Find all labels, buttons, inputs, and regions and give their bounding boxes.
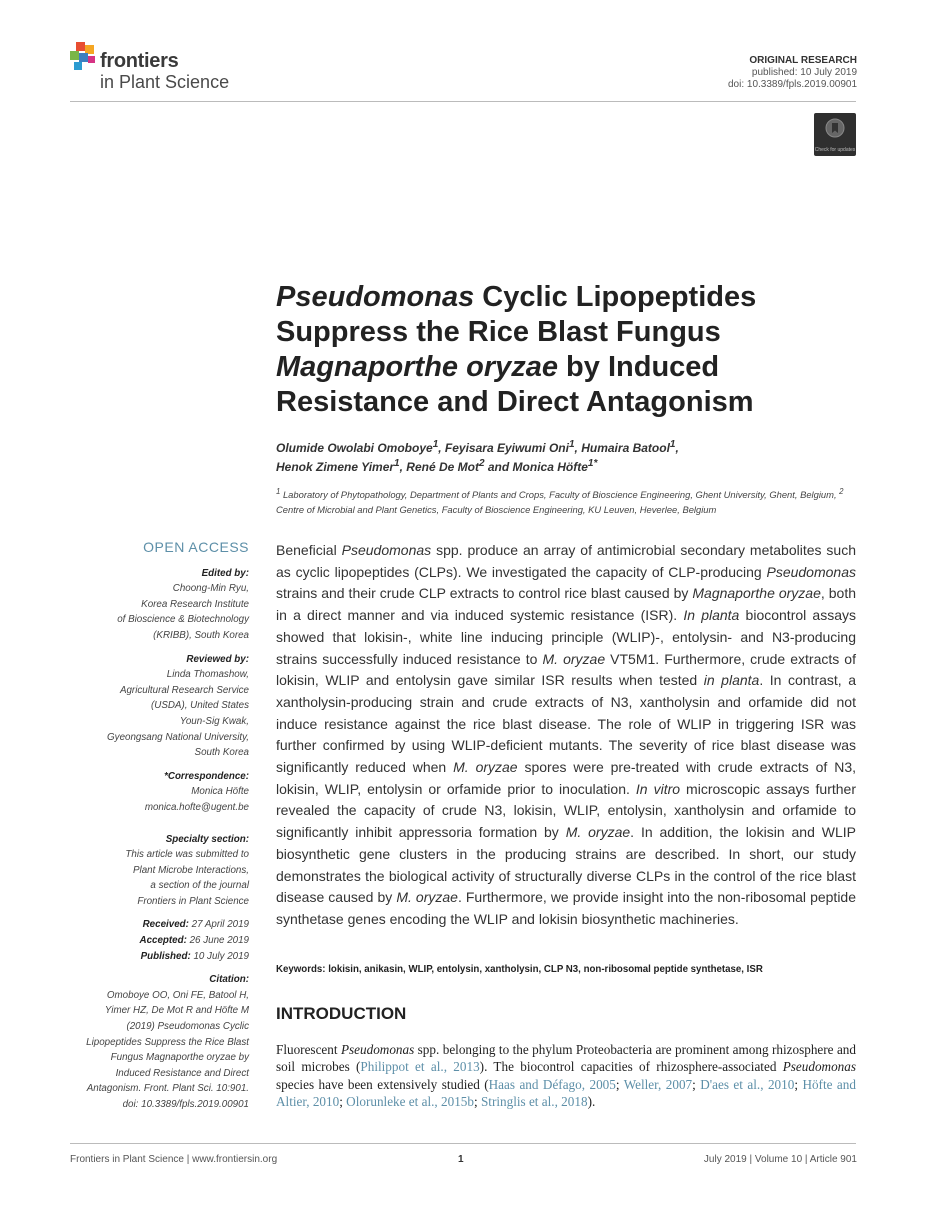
citation-link[interactable]: D'aes et al., 2010 [700, 1076, 795, 1092]
title-part: Magnaporthe oryzae [276, 351, 558, 383]
intro-text: ; [615, 1076, 624, 1092]
reviewer-line: Gyeongsang National University, [107, 731, 249, 743]
intro-italic: Pseudomonas [782, 1059, 856, 1075]
article-title [276, 280, 856, 420]
editor-line: of Bioscience & Biotechnology [117, 614, 249, 626]
citation-line: Omoboye OO, Oni FE, Batool H, [106, 989, 249, 1001]
received-date [70, 917, 249, 933]
page-number: 1 [458, 1154, 464, 1165]
author-name[interactable]: Olumide Owolabi Omoboye [276, 441, 433, 455]
author-name[interactable]: Monica Höfte [512, 460, 588, 474]
published-label: Published: [140, 950, 191, 962]
correspondence-label: *Correspondence: [164, 770, 249, 782]
specialty-line: a section of the journal [150, 880, 249, 892]
citation-line: Lipopeptides Suppress the Rice Blast [86, 1036, 249, 1048]
citation-line[interactable]: doi: 10.3389/fpls.2019.00901 [122, 1099, 249, 1110]
intro-text: species have been extensively studied ( [276, 1076, 489, 1092]
author-name[interactable]: Humaira Batool [581, 441, 670, 455]
bookmark-icon [825, 118, 845, 138]
open-access-label: OPEN ACCESS [143, 539, 249, 555]
footer-issue: July 2019 | Volume 10 | Article 901 [703, 1154, 857, 1165]
abstract-text: . Furthermore, we provide insight into the non-ribosomal peptide synthetase genes encoding the WLIP and lokisin biosynthetic machineries. [276, 889, 857, 927]
abstract-italic: M. oryzae [542, 650, 606, 667]
abstract-italic: M. oryzae [453, 759, 518, 776]
header-divider [70, 101, 856, 102]
abstract-italic: In planta [683, 607, 740, 624]
intro-text: ). [587, 1094, 596, 1110]
citation-link[interactable]: Höfte and Altier, 2010 [276, 1076, 856, 1110]
abstract-text: microscopic assays further revealed the capacity of crude N3, lokisin, WLIP, entolysin, xantholysin and orfamide to significantly inhibit appressoria formation by [276, 780, 857, 841]
specialty-line: Plant Microbe Interactions, [133, 864, 249, 876]
title-part: by Induced Resistance and Direct Antagonism [276, 351, 754, 418]
footer-divider [70, 1143, 856, 1144]
abstract-italic: M. oryzae [565, 824, 631, 841]
article-type: ORIGINAL RESEARCH [749, 55, 857, 66]
reviewer-line: South Korea [194, 747, 249, 759]
editor-line: (KRIBB), South Korea [153, 629, 249, 641]
intro-text: ; [692, 1076, 701, 1092]
affil-mark: 2 [839, 487, 844, 496]
abstract-text: strains and their crude CLP extracts to control rice blast caused by [276, 585, 693, 602]
accepted-label: Accepted: [139, 935, 187, 947]
abstract-text: spores were pre-treated with crude extracts of N3, lokisin, WLIP, entolysin or orfamide prior to inoculation. [276, 759, 856, 797]
citation-link[interactable]: Haas and Défago, 2005 [488, 1076, 616, 1092]
abstract-text: VT5M1. Furthermore, crude extracts of lokisin, WLIP and entolysin gave similar ISR results when tested [276, 650, 856, 689]
abstract-text: . In contrast, a xantholysin-producing strain and crude extracts of N3, xantholysin and orfamide did not induce resistance against the rice blast disease. The role of WLIP in triggering ISR was further confirmed by using WLIP-deficient mutants. The severity of rice blast disease was significantly reduced when [276, 672, 856, 776]
affiliations [276, 484, 856, 517]
intro-text: Fluorescent [276, 1042, 341, 1057]
frontiers-logo-icon [70, 42, 98, 72]
abstract [276, 540, 856, 931]
citation-link[interactable]: Olorunleke et al., 2015b [346, 1094, 474, 1110]
accepted-value: 26 June 2019 [186, 935, 249, 947]
keywords [276, 963, 856, 976]
citation-label: Citation: [209, 974, 249, 986]
author-affil-mark: 1 [568, 439, 575, 450]
specialty-line: Frontiers in Plant Science [137, 895, 249, 907]
citation-line: Antagonism. Front. Plant Sci. 10:901. [86, 1083, 249, 1095]
intro-text: ; [794, 1076, 803, 1092]
author-name[interactable]: Feyisara Eyiwumi Oni [444, 441, 569, 455]
author-affil-mark: 1 [394, 458, 400, 469]
abstract-text: biocontrol assays showed that lokisin-, white line inducing principle (WLIP)-, entolysin- and N3-producing strains successfully induced resistance to [276, 607, 857, 667]
title-part: Pseudomonas [276, 281, 475, 313]
intro-italic: Pseudomonas [340, 1042, 415, 1057]
received-value: 27 April 2019 [188, 919, 249, 931]
abstract-text: spp. produce an array of antimicrobial secondary metabolites such as cyclic lipopeptides (CLPs). We investigated the capacity of CLP-producing [276, 542, 857, 580]
specialty-line: This article was submitted to [125, 849, 249, 861]
abstract-italic: Magnaporthe oryzae [692, 585, 821, 602]
reviewer-line[interactable]: Linda Thomashow, [166, 669, 249, 681]
abstract-text: Beneficial [276, 542, 342, 558]
intro-text: spp. belonging to the phylum Proteobacteria are prominent among rhizosphere and soil microbes ( [276, 1042, 856, 1075]
abstract-italic: Pseudomonas [341, 542, 432, 558]
author-list: Olumide Owolabi Omoboye$^1$, Feyisara Eyiwumi Oni$^1$, Humaira Batool$^1$, Henok Zimene Yimer$^1$, René De Mot$^2$ and Monica Höfte$^{1*}$ [276, 439, 679, 474]
edited-by-label: Edited by: [201, 567, 249, 579]
section-heading: INTRODUCTION [276, 1004, 407, 1023]
keywords-text: lokisin, anikasin, WLIP, entolysin, xantholysin, CLP N3, non-ribosomal peptide synthetase, ISR [325, 964, 763, 975]
published-value: 10 July 2019 [190, 950, 249, 962]
intro-text: ). The biocontrol capacities of rhizosphere-associated [479, 1059, 783, 1075]
reviewer-line[interactable]: Youn-Sig Kwak, [179, 715, 249, 727]
citation-line: Induced Resistance and Direct [115, 1067, 249, 1079]
intro-paragraph [276, 1041, 856, 1111]
affiliation-text: Centre of Microbial and Plant Genetics, Faculty of Bioscience Engineering, KU Leuven, Heverlee, Belgium [276, 504, 717, 516]
editor-line: Korea Research Institute [141, 598, 249, 610]
abstract-italic: Pseudomonas [766, 563, 856, 580]
citation-link[interactable]: Weller, 2007 [623, 1076, 693, 1092]
journal-subname: in Plant Science [100, 72, 230, 92]
abstract-italic: M. oryzae [396, 889, 458, 906]
author-affil-mark: 1 [432, 439, 439, 450]
intro-text: ; [473, 1094, 481, 1110]
reviewed-by-label: Reviewed by: [186, 653, 249, 665]
reviewer-line: Agricultural Research Service [119, 684, 249, 696]
citation-line: Fungus Magnaporthe oryzae by [110, 1052, 249, 1064]
author-name[interactable]: René De Mot [406, 460, 479, 474]
keywords-label: Keywords: [276, 964, 326, 975]
badge-text: Check for updates [814, 147, 856, 153]
abstract-italic: in planta [703, 672, 760, 689]
citation-link[interactable]: Philippot et al., 2013 [360, 1059, 480, 1075]
editor-line[interactable]: Choong-Min Ryu, [172, 583, 249, 595]
abstract-text: , both in a direct manner and via induced systemic resistance (ISR). [276, 585, 857, 624]
published-date: published: 10 July 2019 [751, 67, 857, 78]
correspondence-email[interactable]: monica.hofte@ugent.be [144, 801, 249, 813]
citation-line: Yimer HZ, De Mot R and Höfte M [104, 1005, 249, 1017]
article-sidebar [70, 540, 249, 1113]
received-label: Received: [142, 919, 189, 931]
article-header-info [728, 55, 857, 91]
published-date-side [70, 949, 249, 965]
abstract-italic: In vitro [635, 780, 681, 797]
citation-line: (2019) Pseudomonas Cyclic [126, 1021, 249, 1033]
article-doi[interactable]: doi: 10.3389/fpls.2019.00901 [728, 79, 857, 90]
author-affil-mark: 1* [587, 458, 598, 469]
check-for-updates-badge[interactable] [814, 113, 856, 156]
specialty-label: Specialty section: [165, 833, 249, 845]
accepted-date [70, 933, 249, 949]
author-affil-mark: 1 [669, 439, 676, 450]
reviewer-line: (USDA), United States [150, 700, 249, 712]
intro-text: ; [339, 1094, 347, 1110]
abstract-text: . In addition, the lokisin and WLIP biosynthetic gene clusters in the producing strains are described. In short, our study demonstrates the biological activity of structurally diverse CLPs in the control of the rice blast disease caused by [276, 824, 856, 906]
author-affil-mark: 2 [478, 458, 485, 469]
journal-name: frontiers [100, 50, 179, 72]
citation-link[interactable]: Stringlis et al., 2018 [480, 1094, 588, 1110]
affiliation-text: Laboratory of Phytopathology, Department of Plants and Crops, Faculty of Bioscience Engineering, Ghent University, Ghent, Belgium, [280, 489, 840, 501]
correspondence-line: Monica Höfte [191, 786, 249, 798]
title-part: Cyclic Lipopeptides Suppress the Rice Blast Fungus [276, 281, 757, 348]
footer-journal[interactable]: Frontiers in Plant Science | www.frontiersin.org [70, 1154, 278, 1165]
affil-mark: 1 [276, 487, 281, 496]
author-name[interactable]: Henok Zimene Yimer [276, 460, 395, 474]
